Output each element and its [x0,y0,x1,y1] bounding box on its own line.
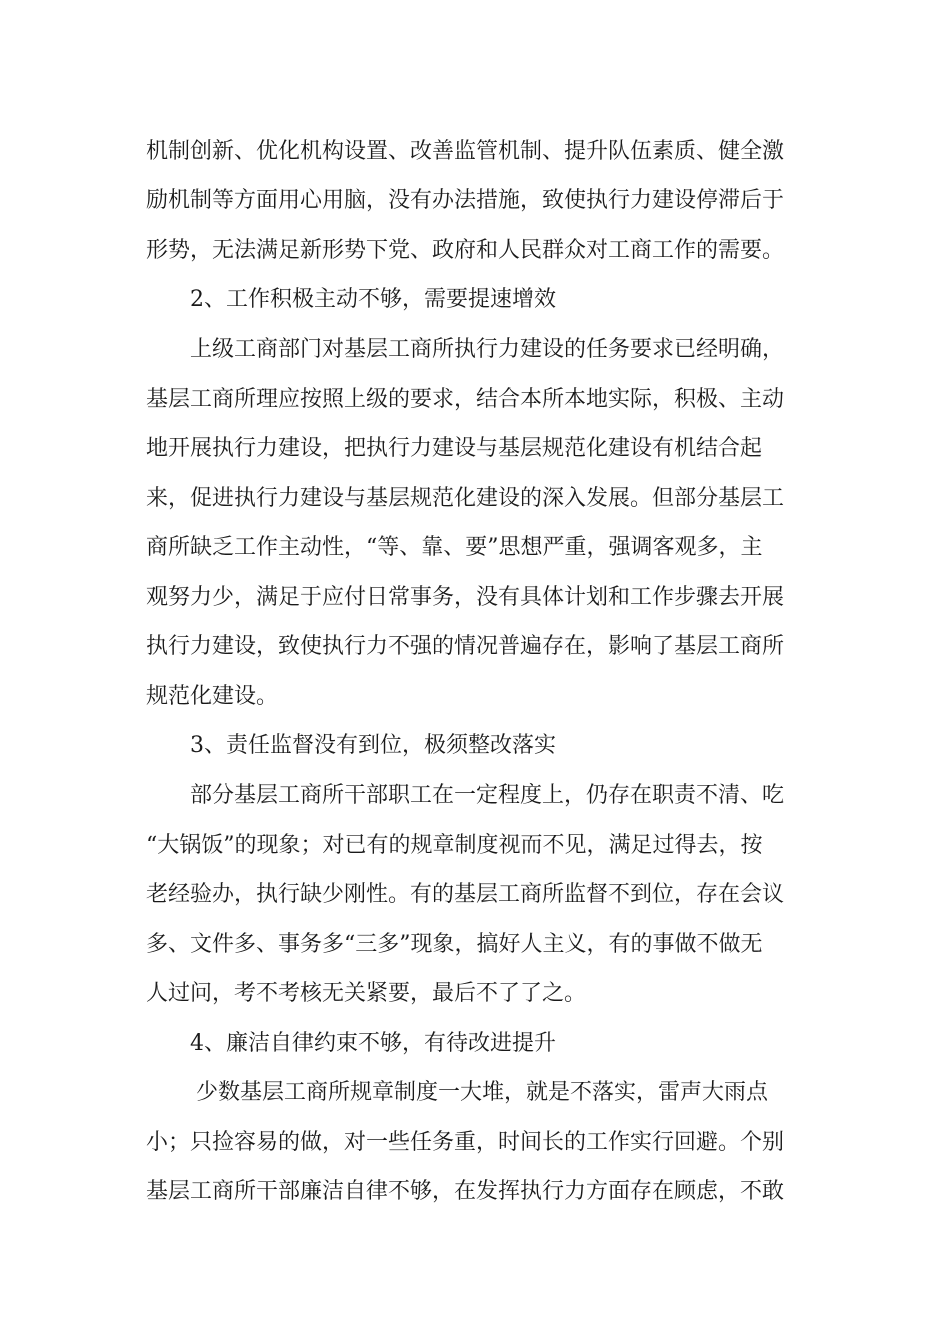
section-heading-text: 2、工作积极主动不够，需要提速增效 [190,287,556,312]
body-line-text: 基层工商所干部廉洁自律不够，在发挥执行力方面存在顾虑，不敢 [146,1179,785,1204]
section-heading-text: 4、廉洁自律约束不够，有待改进提升 [190,1031,556,1056]
body-line [0,672,950,722]
body-line-text: 基层工商所理应按照上级的要求，结合本所本地实际，积极、主动 [146,387,785,412]
body-line-text: 观努力少，满足于应付日常事务，没有具体计划和工作步骤去开展 [146,585,785,610]
body-line [0,573,950,623]
body-line-text: 上级工商部门对基层工商所执行力建设的任务要求已经明确， [190,337,785,362]
body-line-text: 来，促进执行力建设与基层规范化建设的深入发展。但部分基层工 [146,486,785,511]
body-line-text: 小；只捡容易的做，对一些任务重，时间长的工作实行回避。个别 [146,1130,785,1155]
body-line [0,969,950,1019]
body-line [0,870,950,920]
section-heading-text: 3、责任监督没有到位，极须整改落实 [190,733,556,758]
body-line-text: 规范化建设。 [146,684,279,709]
body-line [0,375,950,425]
body-line-text: 励机制等方面用心用脑，没有办法措施，致使执行力建设停滞后于 [146,188,785,213]
body-line-text: 商所缺乏工作主动性，“等、靠、要”思想严重，强调客观多，主 [146,535,763,560]
body-line [0,920,950,970]
section-heading [0,275,950,325]
body-line [0,1068,950,1118]
body-line [0,523,950,573]
body-line-text: 少数基层工商所规章制度一大堆，就是不落实，雷声大雨点 [196,1080,769,1105]
body-line-text: 地开展执行力建设，把执行力建设与基层规范化建设有机结合起 [146,436,763,461]
body-line [0,127,950,177]
body-line-text: 人过问，考不考核无关紧要，最后不了了之。 [146,981,587,1006]
body-line [0,1167,950,1217]
body-line [0,474,950,524]
body-line [0,226,950,276]
body-line-text: 多、文件多、事务多“三多”现象，搞好人主义，有的事做不做无 [146,932,763,957]
body-line [0,176,950,226]
body-line [0,771,950,821]
body-line [0,622,950,672]
body-line-text: 形势，无法满足新形势下党、政府和人民群众对工商工作的需要。 [146,238,785,263]
section-heading [0,1019,950,1069]
body-line [0,424,950,474]
body-line [0,821,950,871]
body-line-text: 部分基层工商所干部职工在一定程度上，仍存在职责不清、吃 [190,783,785,808]
section-heading [0,721,950,771]
body-line-text: 老经验办，执行缺少刚性。有的基层工商所监督不到位，存在会议 [146,882,785,907]
body-line-text: “大锅饭”的现象；对已有的规章制度视而不见，满足过得去，按 [146,833,763,858]
body-line [0,1118,950,1168]
body-line [0,325,950,375]
body-line-text: 机制创新、优化机构设置、改善监管机制、提升队伍素质、健全激 [146,139,785,164]
body-line-text: 执行力建设，致使执行力不强的情况普遍存在，影响了基层工商所 [146,634,785,659]
